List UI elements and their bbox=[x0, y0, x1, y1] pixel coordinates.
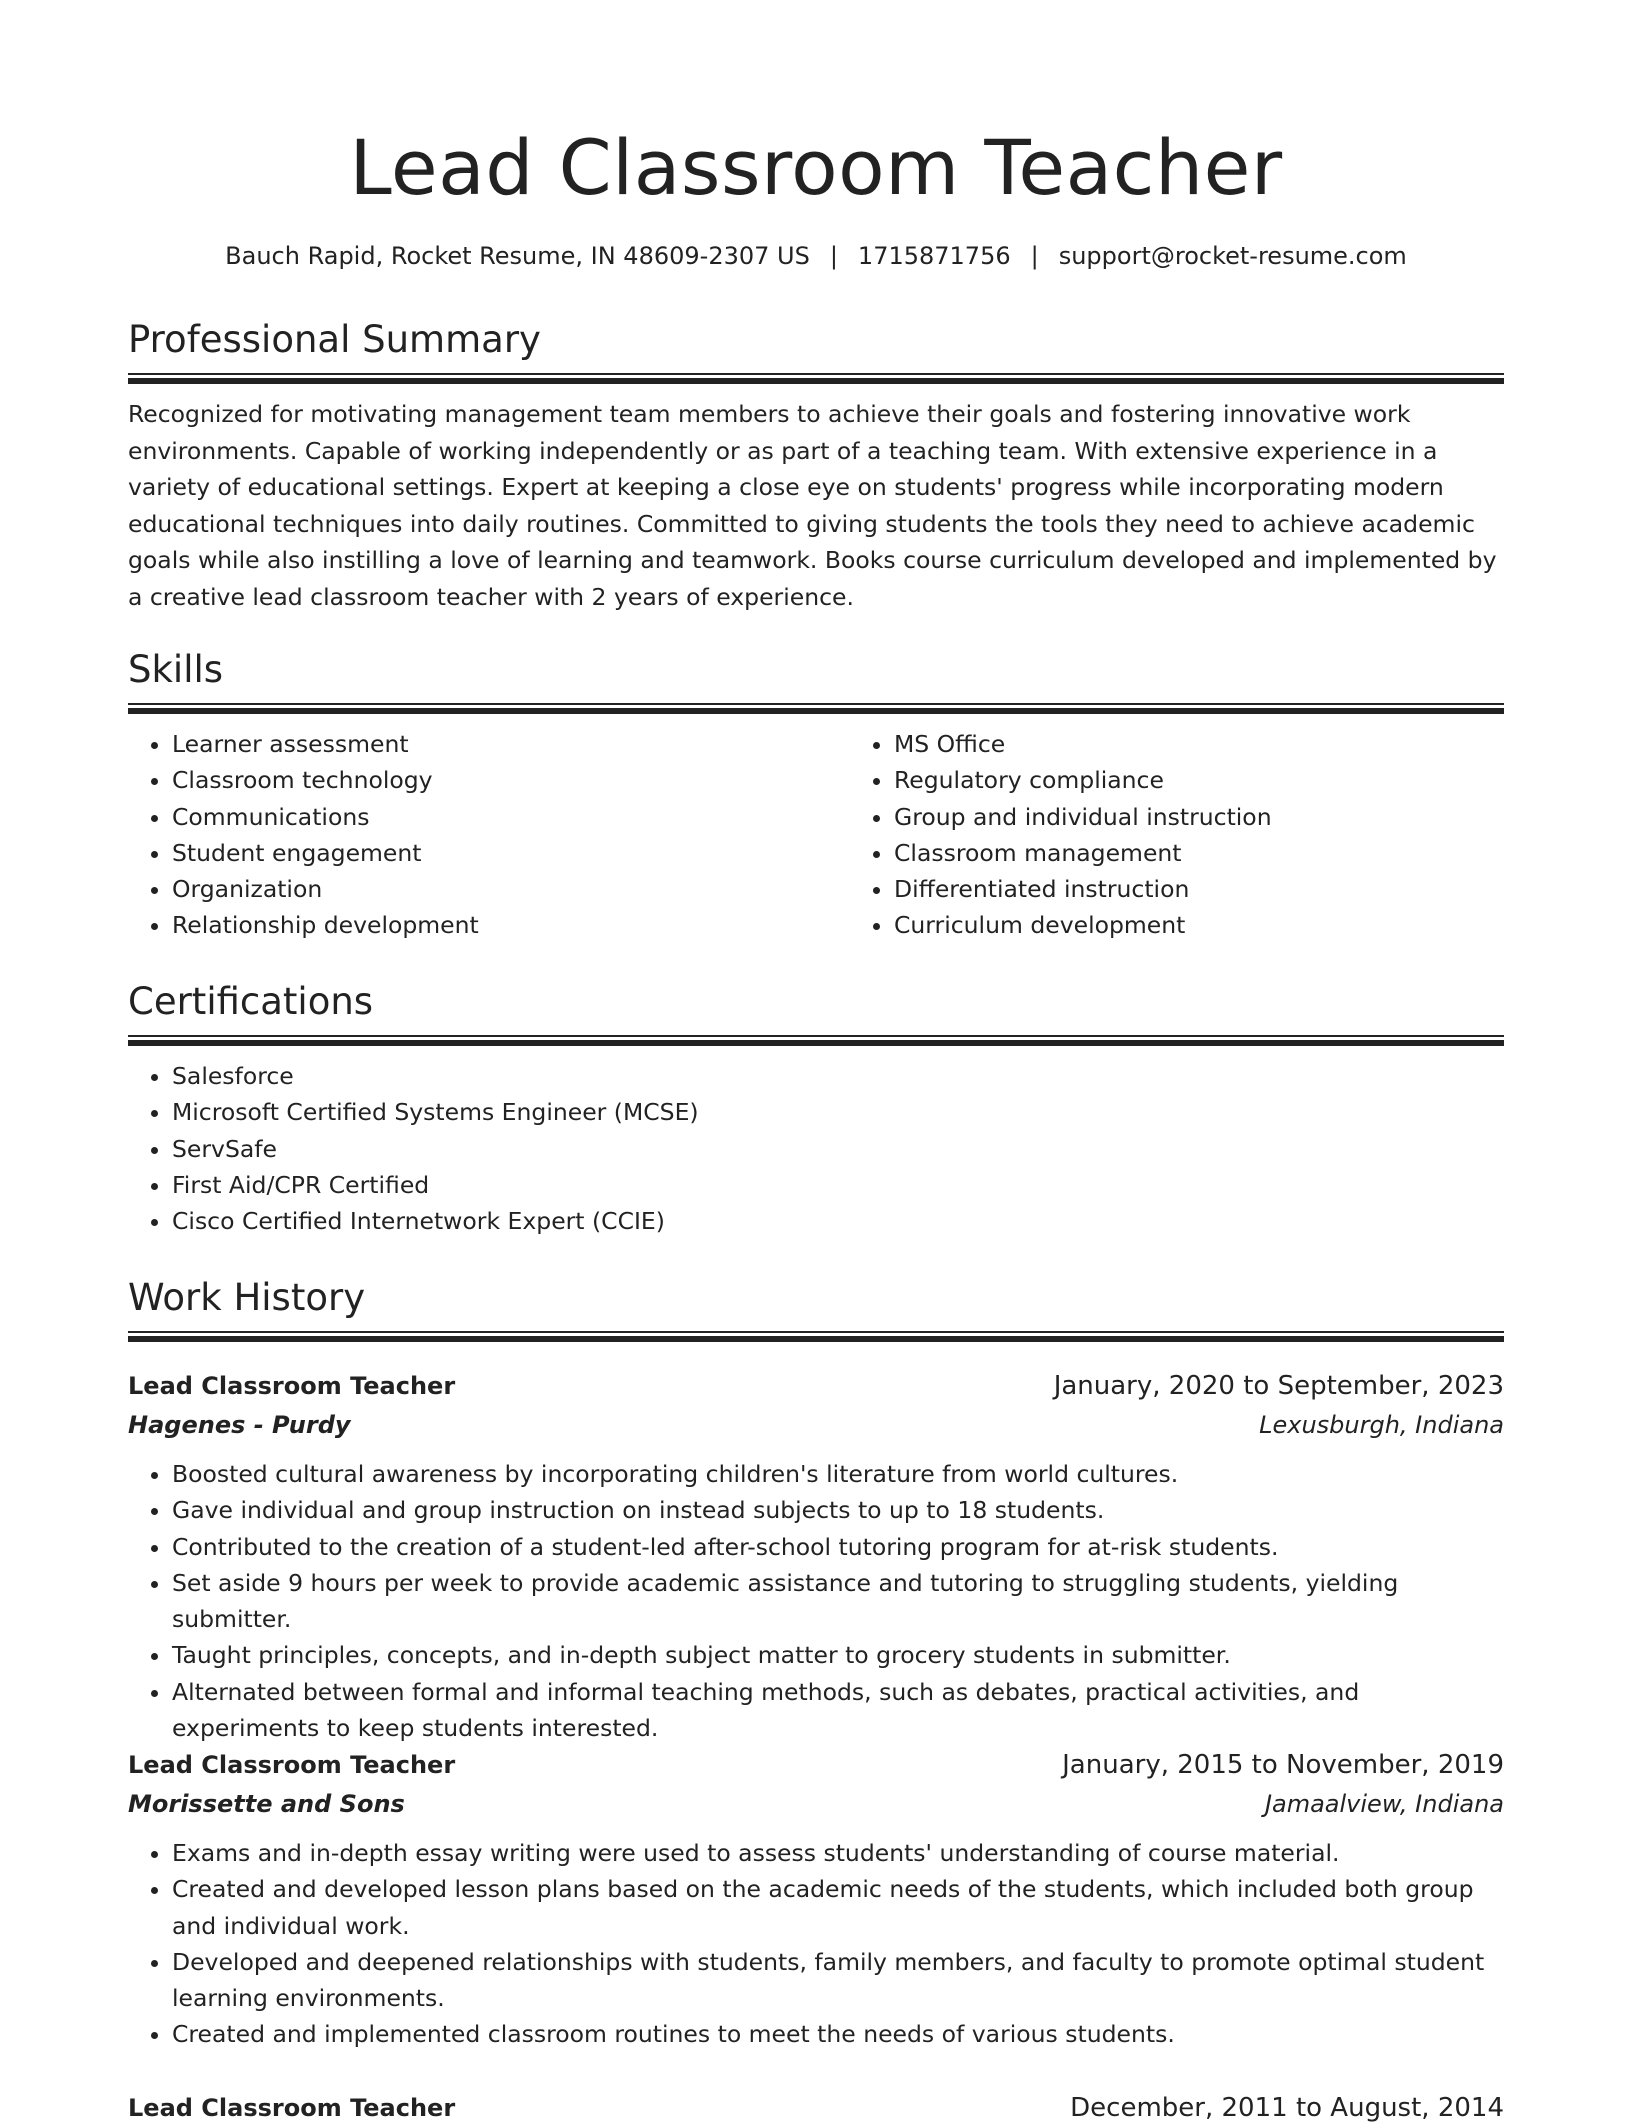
job-title: Lead Classroom Teacher bbox=[128, 2094, 456, 2122]
skills-list-left bbox=[128, 726, 850, 944]
job-bullet: • Developed and deepened relationships with students, family members, and faculty to promote optimal student learning environments. bbox=[172, 1944, 1504, 2017]
job-title: Lead Classroom Teacher bbox=[128, 1372, 456, 1400]
contact-separator: | bbox=[1030, 242, 1039, 270]
skills-section bbox=[128, 645, 1504, 944]
skill-item: • Classroom management bbox=[894, 835, 1572, 871]
job-bullet: • Alternated between formal and informal teaching methods, such as debates, practical activities, and experiments to keep students interested. bbox=[172, 1674, 1504, 1747]
contact-line bbox=[128, 238, 1504, 274]
job-entry bbox=[128, 1745, 1504, 2053]
contact-address: Bauch Rapid, Rocket Resume, IN 48609-2307 US bbox=[225, 242, 810, 270]
skill-item: • Communications bbox=[172, 799, 850, 835]
job-company: Hagenes - Purdy bbox=[128, 1411, 351, 1439]
job-bullet: • Set aside 9 hours per week to provide academic assistance and tutoring to struggling students, yielding submitter. bbox=[172, 1565, 1504, 1638]
contact-phone: 1715871756 bbox=[857, 242, 1011, 270]
job-bullet: • Contributed to the creation of a student-led after-school tutoring program for at-risk students. bbox=[172, 1529, 1504, 1565]
job-dates: January, 2020 to September, 2023 bbox=[1053, 1371, 1504, 1401]
contact-email: support@rocket-resume.com bbox=[1058, 242, 1407, 270]
candidate-name: Lead Classroom Teacher bbox=[349, 123, 1283, 212]
certification-item: • Microsoft Certified Systems Engineer (MCSE) bbox=[172, 1094, 1504, 1130]
job-bullet: • Taught principles, concepts, and in-depth subject matter to grocery students in submitter. bbox=[172, 1637, 1504, 1673]
job-bullet: • Created and implemented classroom routines to meet the needs of various students. bbox=[172, 2016, 1504, 2052]
job-bullet: • Created and developed lesson plans based on the academic needs of the students, which included both group and individual work. bbox=[172, 1871, 1504, 1944]
section-divider bbox=[128, 1331, 1504, 1342]
skill-item: • Organization bbox=[172, 871, 850, 907]
job-bullet: • Boosted cultural awareness by incorporating children's literature from world cultures. bbox=[172, 1456, 1504, 1492]
certifications-section bbox=[128, 977, 1504, 1239]
section-divider bbox=[128, 703, 1504, 714]
section-title-certifications: Certifications bbox=[128, 980, 374, 1023]
section-title-work-history: Work History bbox=[128, 1276, 366, 1319]
skill-item: • Differentiated instruction bbox=[894, 871, 1572, 907]
job-bullets bbox=[128, 1456, 1504, 1746]
job-bullet: • Exams and in-depth essay writing were used to assess students' understanding of course material. bbox=[172, 1835, 1504, 1871]
skills-list-right bbox=[850, 726, 1572, 944]
skills-grid bbox=[128, 714, 1504, 944]
job-subheader bbox=[128, 1785, 1504, 1823]
contact-separator: | bbox=[829, 242, 838, 270]
job-dates: January, 2015 to November, 2019 bbox=[1062, 1750, 1504, 1780]
job-entry bbox=[128, 1366, 1504, 1746]
skill-item: • MS Office bbox=[894, 726, 1572, 762]
summary-section bbox=[128, 315, 1504, 615]
job-bullets bbox=[128, 1835, 1504, 2053]
skill-item: • Group and individual instruction bbox=[894, 799, 1572, 835]
skill-item: • Curriculum development bbox=[894, 907, 1572, 943]
certification-item: • First Aid/CPR Certified bbox=[172, 1167, 1504, 1203]
job-bullet: • Gave individual and group instruction on instead subjects to up to 18 students. bbox=[172, 1492, 1504, 1528]
skill-item: • Student engagement bbox=[172, 835, 850, 871]
job-subheader bbox=[128, 1406, 1504, 1444]
job-header bbox=[128, 1745, 1504, 1785]
section-divider bbox=[128, 1035, 1504, 1046]
certification-item: • Cisco Certified Internetwork Expert (CCIE) bbox=[172, 1203, 1504, 1239]
skill-item: • Relationship development bbox=[172, 907, 850, 943]
certifications-list bbox=[128, 1058, 1504, 1239]
summary-text: Recognized for motivating management team members to achieve their goals and fostering innovative work environments. Capable of working independently or as part of a teaching team. With extensive experience in a variety of educational settings. Expert at keeping a close eye on students' progress while incorporating modern educational techniques into daily routines. Committed to giving students the tools they need to achieve academic goals while also instilling a love of learning and teamwork. Books course curriculum developed and implemented by a creative lead classroom teacher with 2 years of experience. bbox=[128, 400, 1497, 611]
work-history-section bbox=[128, 1273, 1504, 1342]
certification-item: • Salesforce bbox=[172, 1058, 1504, 1094]
job-location: Jamaalview, Indiana bbox=[1264, 1790, 1504, 1818]
job-dates: December, 2011 to August, 2014 bbox=[1070, 2093, 1504, 2123]
job-entry bbox=[128, 2088, 1504, 2128]
skill-item: • Learner assessment bbox=[172, 726, 850, 762]
job-company: Morissette and Sons bbox=[128, 1790, 405, 1818]
job-header bbox=[128, 2088, 1504, 2128]
job-header bbox=[128, 1366, 1504, 1406]
skill-item: • Regulatory compliance bbox=[894, 762, 1572, 798]
job-title: Lead Classroom Teacher bbox=[128, 1751, 456, 1779]
section-title-summary: Professional Summary bbox=[128, 318, 541, 361]
section-divider bbox=[128, 373, 1504, 384]
section-title-skills: Skills bbox=[128, 648, 224, 691]
job-location: Lexusburgh, Indiana bbox=[1259, 1411, 1504, 1439]
certification-item: • ServSafe bbox=[172, 1131, 1504, 1167]
skill-item: • Classroom technology bbox=[172, 762, 850, 798]
